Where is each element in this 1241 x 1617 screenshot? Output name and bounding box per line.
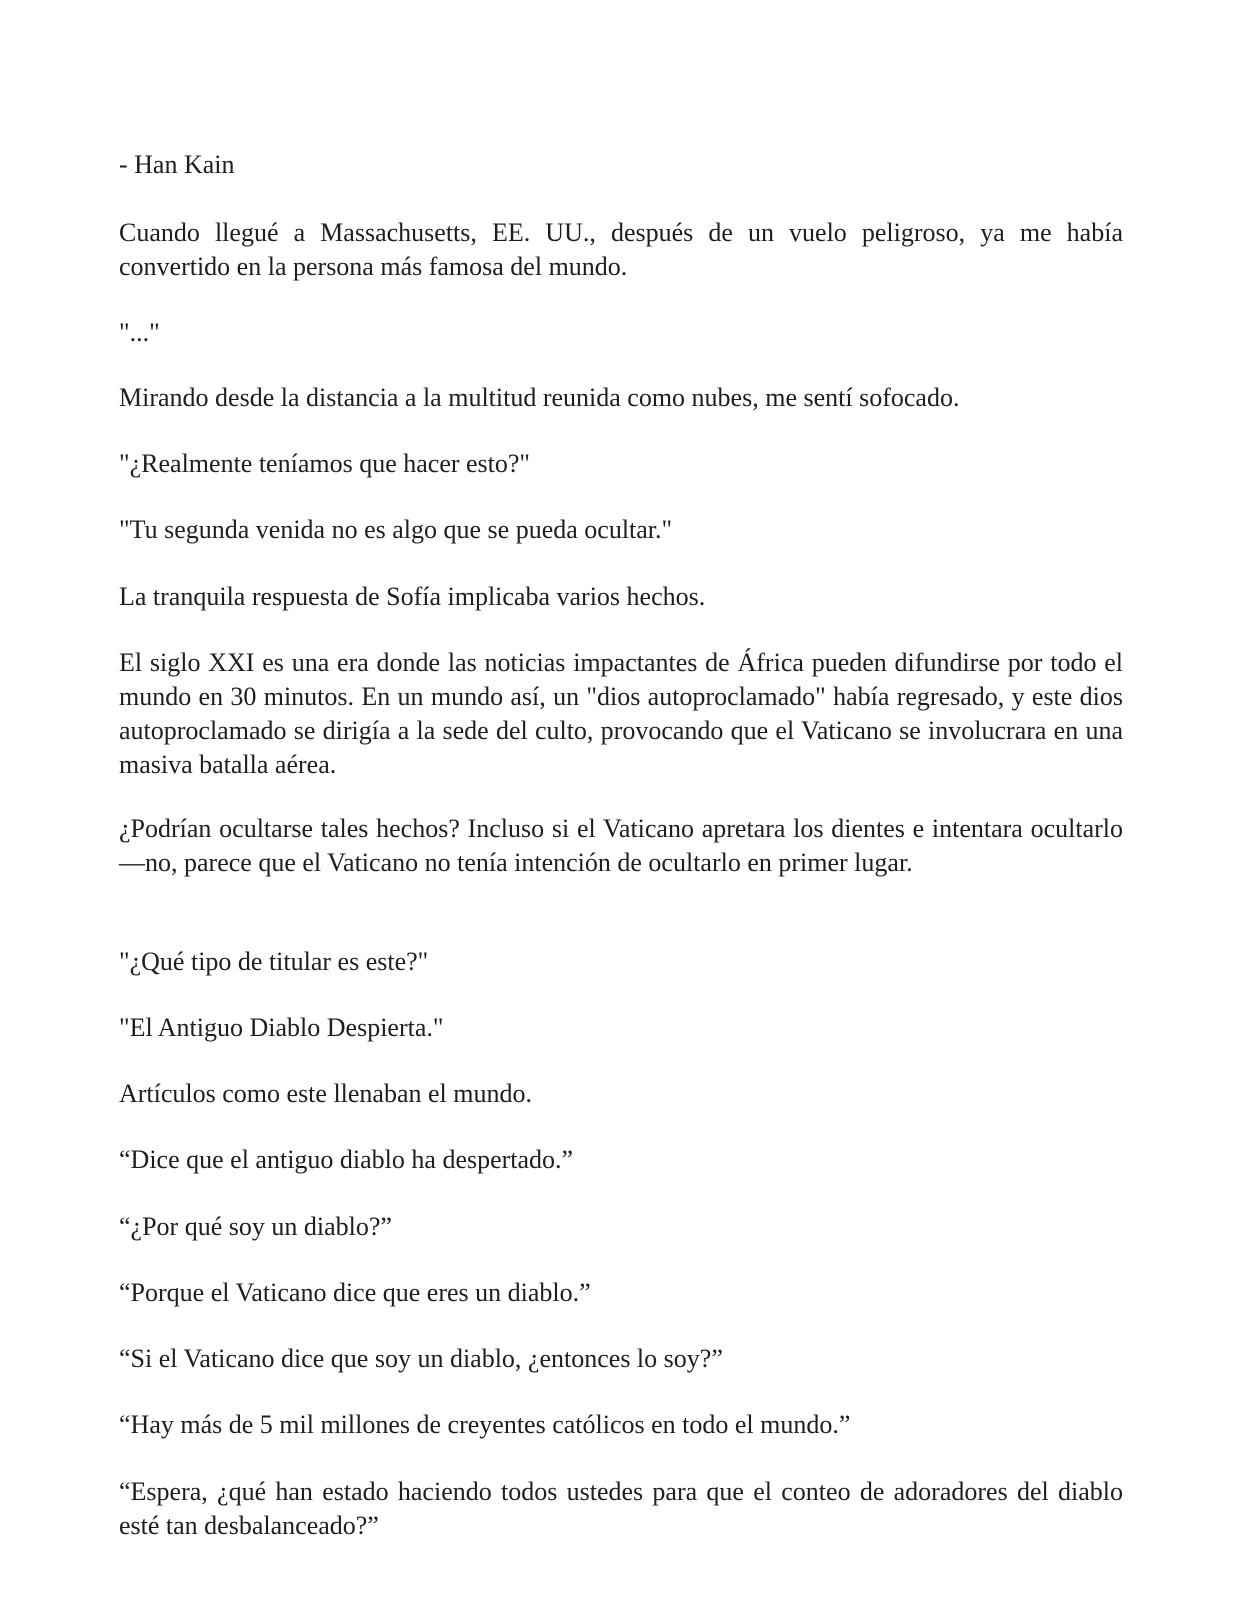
paragraph-21st-century: El siglo XXI es una era donde las noticias impactantes de África pueden difundirse por todo el mundo en 30 minutos. En un mundo así, un "dios autoproclamado" había regresado, y este dios autoproclamado se dirigía a la sede del culto, provocando que el Vaticano se involucrara en una masiva batalla aérea. xyxy=(119,648,1123,779)
paragraph-headline-question: "¿Qué tipo de titular es este?" xyxy=(119,947,429,976)
author-line: - Han Kain xyxy=(119,150,235,179)
paragraph-ancient-devil: “Dice que el antiguo diablo ha despertado.” xyxy=(119,1145,574,1174)
paragraph-question-really: "¿Realmente teníamos que hacer esto?" xyxy=(119,449,531,478)
paragraph-sofia-answer: La tranquila respuesta de Sofía implicaba varios hechos. xyxy=(119,582,706,611)
paragraph-ellipsis: "..." xyxy=(119,318,160,347)
paragraph-second-coming: "Tu segunda venida no es algo que se pueda ocultar." xyxy=(119,515,673,544)
paragraph-if-vatican: “Si el Vaticano dice que soy un diablo, ¿entonces lo soy?” xyxy=(119,1344,723,1373)
paragraph-hide-facts: ¿Podrían ocultarse tales hechos? Incluso si el Vaticano apretara los dientes e intentara ocultarlo—no, parece que el Vaticano no tenía intención de ocultarlo en primer lugar. xyxy=(119,814,1123,877)
paragraph-why-devil: “¿Por qué soy un diablo?” xyxy=(119,1212,392,1241)
paragraph-headline: "El Antiguo Diablo Despierta." xyxy=(119,1013,444,1042)
paragraph-because-vatican: “Porque el Vaticano dice que eres un diablo.” xyxy=(119,1278,591,1307)
paragraph-wait: “Espera, ¿qué han estado haciendo todos ustedes para que el conteo de adoradores del diablo esté tan desbalanceado?” xyxy=(119,1477,1123,1540)
paragraph-articles: Artículos como este llenaban el mundo. xyxy=(119,1079,533,1108)
paragraph-arrival: Cuando llegué a Massachusetts, EE. UU., después de un vuelo peligroso, ya me había convertido en la persona más famosa del mundo. xyxy=(119,218,1123,281)
paragraph-believers: “Hay más de 5 mil millones de creyentes católicos en todo el mundo.” xyxy=(119,1410,851,1439)
paragraph-crowd: Mirando desde la distancia a la multitud reunida como nubes, me sentí sofocado. xyxy=(119,383,960,412)
